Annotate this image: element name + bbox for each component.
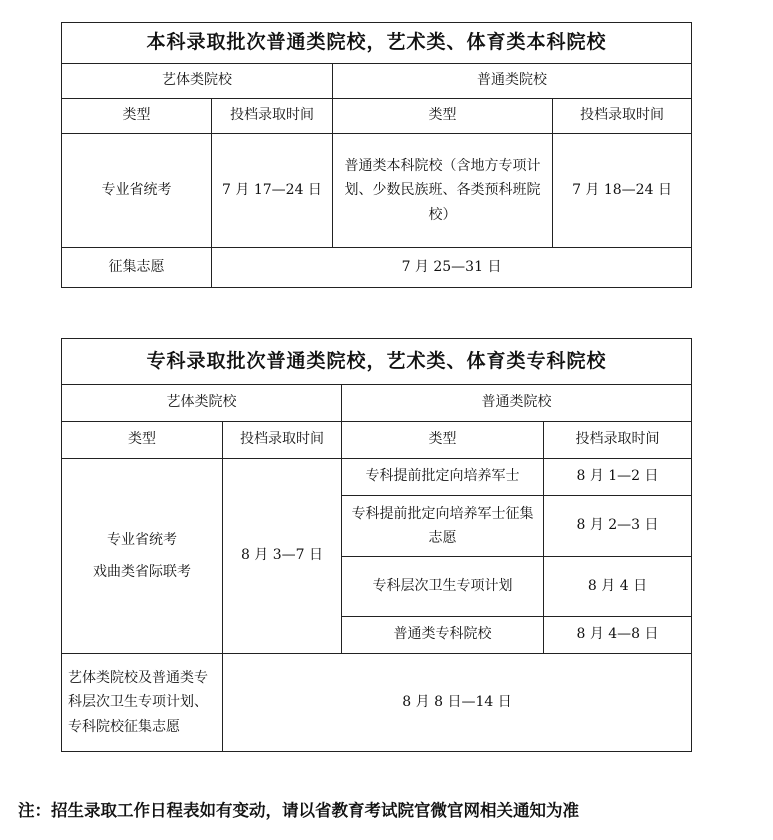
art-schools-header: 艺体类院校: [62, 385, 342, 422]
art-type-cell: [62, 459, 223, 654]
art-schools-header: 艺体类院校: [62, 64, 333, 99]
general-type-cell: 普通类本科院校（含地方专项计划、少数民族班、各类预科班院校）: [333, 134, 553, 248]
general-type-cell: 专科提前批定向培养军士征集志愿: [342, 496, 544, 557]
art-type-line: 戏曲类省际联考: [93, 564, 191, 580]
column-header-type: 类型: [62, 422, 223, 459]
general-schools-header: 普通类院校: [333, 64, 692, 99]
table-title: 本科录取批次普通类院校，艺术类、体育类本科院校: [62, 23, 692, 64]
column-header-time: 投档录取时间: [212, 99, 333, 134]
column-header-type: 类型: [342, 422, 544, 459]
general-type-cell: 专科层次卫生专项计划: [342, 557, 544, 617]
junior-college-schedule-table: [61, 338, 692, 752]
solicit-time-cell: 8 月 8 日—14 日: [223, 654, 692, 752]
solicit-label-cell: 征集志愿: [62, 248, 212, 288]
general-time-cell: 8 月 2—3 日: [544, 496, 692, 557]
undergraduate-schedule-table: [61, 22, 692, 288]
column-header-type: 类型: [333, 99, 553, 134]
general-type-cell: 普通类专科院校: [342, 617, 544, 654]
solicit-label-cell: 艺体类院校及普通类专科层次卫生专项计划、专科院校征集志愿: [62, 654, 223, 752]
art-type-line: 专业省统考: [107, 531, 177, 548]
art-type-cell: 专业省统考: [62, 134, 212, 248]
general-time-cell: 8 月 4 日: [544, 557, 692, 617]
general-schools-header: 普通类院校: [342, 385, 692, 422]
column-header-time: 投档录取时间: [223, 422, 342, 459]
general-time-cell: 8 月 1—2 日: [544, 459, 692, 496]
column-header-time: 投档录取时间: [544, 422, 692, 459]
general-time-cell: 7 月 18—24 日: [553, 134, 692, 248]
table-title: 专科录取批次普通类院校，艺术类、体育类专科院校: [62, 339, 692, 385]
general-type-cell: 专科提前批定向培养军士: [342, 459, 544, 496]
solicit-time-cell: 7 月 25—31 日: [212, 248, 692, 288]
general-time-cell: 8 月 4—8 日: [544, 617, 692, 654]
art-time-cell: 8 月 3—7 日: [223, 459, 342, 654]
column-header-type: 类型: [62, 99, 212, 134]
column-header-time: 投档录取时间: [553, 99, 692, 134]
footnote: 注：招生录取工作日程表如有变动，请以省教育考试院官微官网相关通知为准: [18, 801, 579, 820]
art-time-cell: 7 月 17—24 日: [212, 134, 333, 248]
